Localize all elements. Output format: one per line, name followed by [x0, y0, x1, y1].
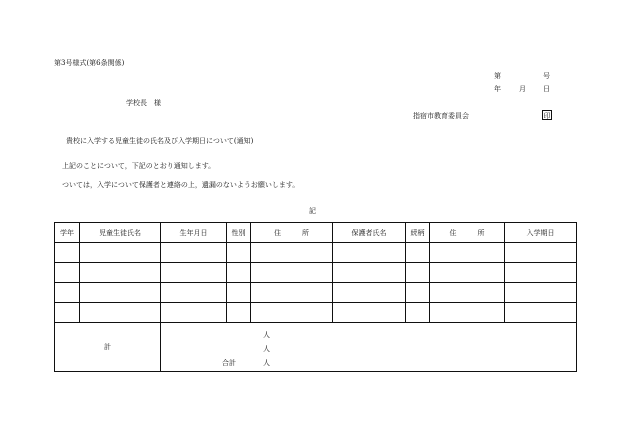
cell-guardian-address[interactable]: [430, 303, 505, 323]
grand-total-label: 合計: [222, 359, 236, 367]
cell-grade[interactable]: [55, 243, 80, 263]
cell-address[interactable]: [251, 263, 333, 283]
header-relationship: 続柄: [406, 223, 430, 243]
cell-guardian-address[interactable]: [430, 263, 505, 283]
cell-guardian-address[interactable]: [430, 283, 505, 303]
total-label: 計: [55, 323, 161, 372]
header-birthdate: 生年月日: [161, 223, 227, 243]
body-paragraph: 上記のことについて，下記のとおり通知します。: [62, 162, 216, 170]
cell-guardian-name[interactable]: [333, 263, 406, 283]
cell-address[interactable]: [251, 283, 333, 303]
table-row: [55, 263, 577, 283]
date-year: 年: [494, 85, 501, 93]
total-counts-cell: [161, 323, 577, 372]
sender: 指宿市教育委員会: [413, 112, 469, 120]
cell-gender[interactable]: [227, 243, 251, 263]
document-number-suffix: 号: [543, 72, 550, 80]
cell-relationship[interactable]: [406, 283, 430, 303]
form-number: 第3号様式(第6条関係): [54, 59, 125, 67]
cell-student-name[interactable]: [80, 283, 161, 303]
header-guardian-address: 住 所: [430, 223, 505, 243]
table-row: [55, 283, 577, 303]
cell-birthdate[interactable]: [161, 303, 227, 323]
student-roster-table: [54, 222, 577, 372]
header-entry-date: 入学期日: [505, 223, 577, 243]
date-day: 日: [543, 85, 550, 93]
cell-gender[interactable]: [227, 303, 251, 323]
count-line: 人: [263, 359, 270, 367]
cell-relationship[interactable]: [406, 303, 430, 323]
cell-birthdate[interactable]: [161, 283, 227, 303]
addressee: 学校長 様: [126, 99, 161, 107]
header-address: 住 所: [251, 223, 333, 243]
cell-guardian-address[interactable]: [430, 243, 505, 263]
document-title: 貴校に入学する児童生徒の氏名及び入学期日について(通知): [66, 137, 254, 145]
cell-birthdate[interactable]: [161, 243, 227, 263]
cell-entry-date[interactable]: [505, 243, 577, 263]
date-month: 月: [519, 85, 526, 93]
cell-relationship[interactable]: [406, 243, 430, 263]
header-student-name: 児童生徒氏名: [80, 223, 161, 243]
cell-birthdate[interactable]: [161, 263, 227, 283]
cell-guardian-name[interactable]: [333, 283, 406, 303]
total-row: [55, 323, 577, 372]
cell-grade[interactable]: [55, 303, 80, 323]
header-grade: 学年: [55, 223, 80, 243]
header-guardian-name: 保護者氏名: [333, 223, 406, 243]
cell-grade[interactable]: [55, 263, 80, 283]
cell-address[interactable]: [251, 243, 333, 263]
cell-guardian-name[interactable]: [333, 243, 406, 263]
body-paragraph: ついては，入学について保護者と連絡の上，遺漏のないようお願いします。: [62, 181, 300, 189]
cell-entry-date[interactable]: [505, 283, 577, 303]
cell-gender[interactable]: [227, 283, 251, 303]
seal-box: 印: [543, 112, 551, 120]
cell-entry-date[interactable]: [505, 303, 577, 323]
ki-heading: 記: [309, 207, 316, 215]
count-line: 人: [263, 331, 270, 339]
header-gender: 性別: [227, 223, 251, 243]
count-lines: [161, 323, 576, 371]
table-row: [55, 243, 577, 263]
count-line: 人: [263, 345, 270, 353]
cell-entry-date[interactable]: [505, 263, 577, 283]
table-row: [55, 303, 577, 323]
table-header-row: [55, 223, 577, 243]
cell-grade[interactable]: [55, 283, 80, 303]
cell-student-name[interactable]: [80, 303, 161, 323]
cell-student-name[interactable]: [80, 243, 161, 263]
document-number-prefix: 第: [494, 72, 501, 80]
cell-guardian-name[interactable]: [333, 303, 406, 323]
cell-gender[interactable]: [227, 263, 251, 283]
cell-relationship[interactable]: [406, 263, 430, 283]
cell-student-name[interactable]: [80, 263, 161, 283]
cell-address[interactable]: [251, 303, 333, 323]
